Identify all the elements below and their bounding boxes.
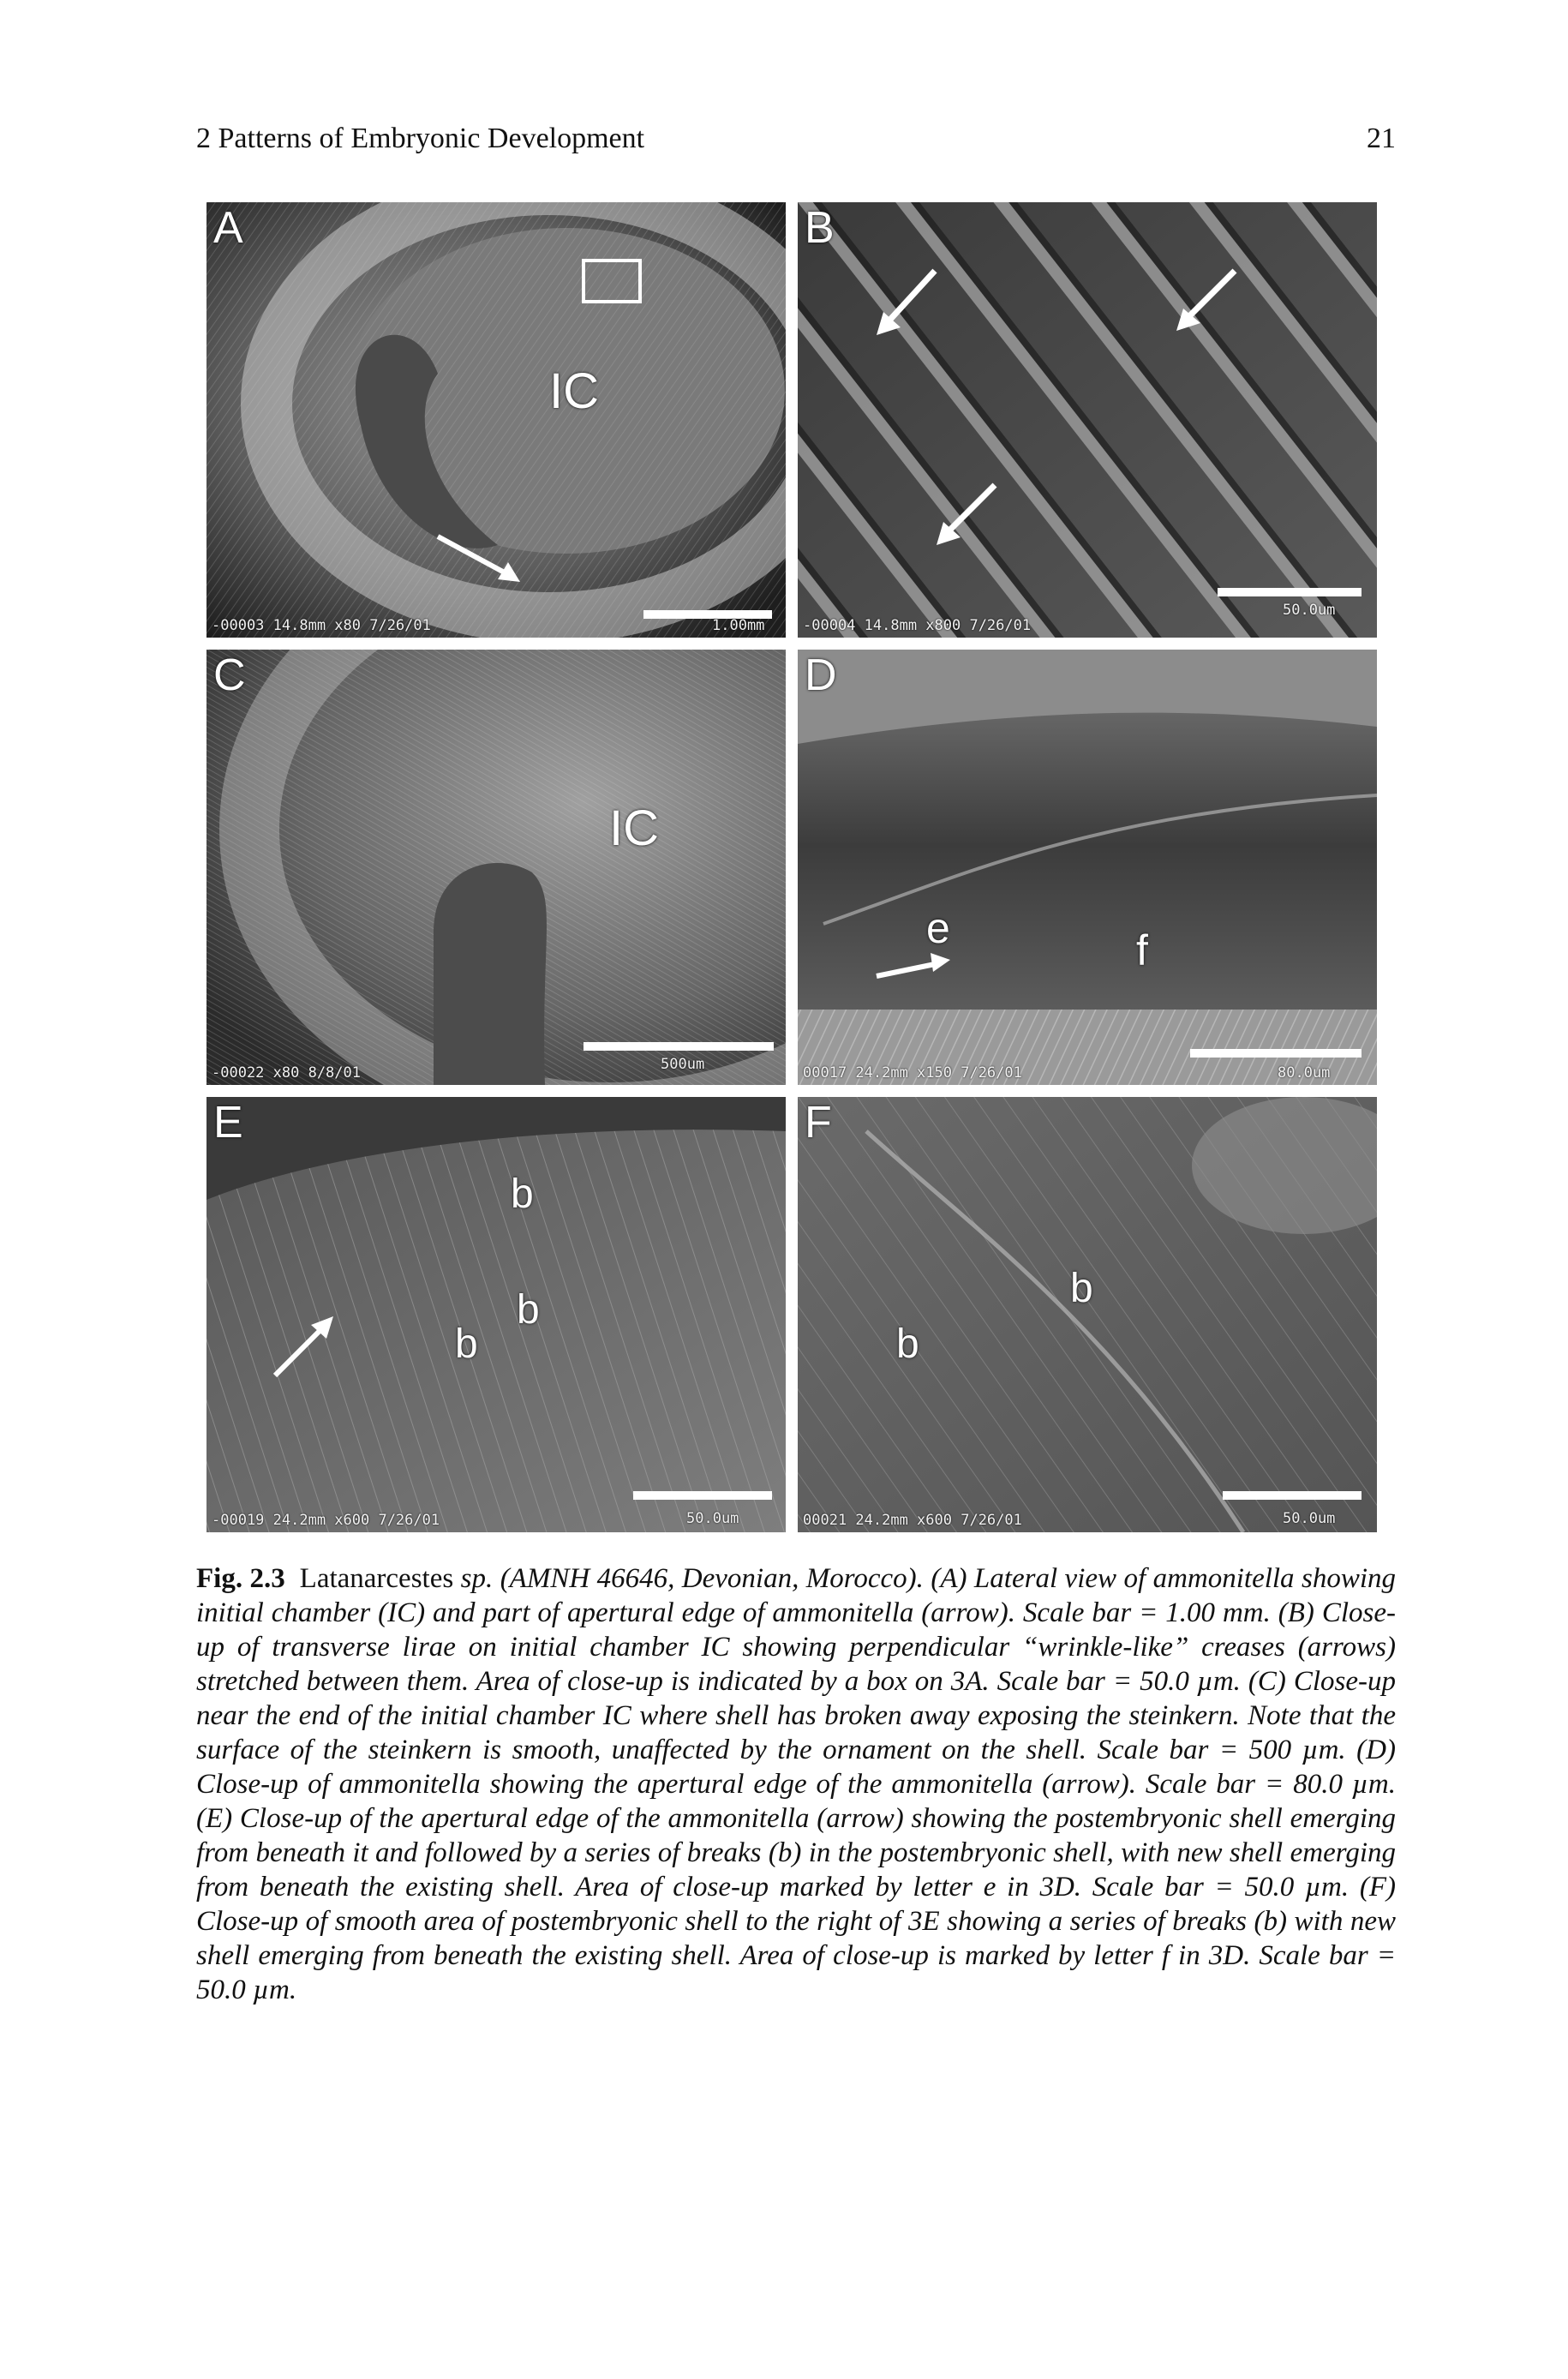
label-e: e (926, 904, 950, 952)
scale-bar-label: 50.0um (1283, 1510, 1336, 1527)
panel-label: B (805, 203, 835, 253)
panel-f (798, 1097, 1377, 1532)
panel-label: E (213, 1098, 243, 1148)
scale-bar (584, 1042, 774, 1051)
scale-bar-label: 50.0um (686, 1510, 739, 1527)
panel-b-image (798, 202, 1377, 638)
panel-f-image (798, 1097, 1377, 1532)
caption-text: sp. (AMNH 46646, Devonian, Morocco). (A) Lateral view of ammonitella showing initial chamber (IC) and part of apertural edge of ammonitella (arrow). Scale bar = 1.00 mm. (B) Close-up of transverse lirae on initial chamber IC showing perpendicular “wrinkle-like” creases (arrows) stretched between them. Area of close-up is indicated by a box on 3A. Scale bar = 50.0 µm. (C) Close-up near the end of the initial chamber IC where shell has broken away exposing the steinkern. Note that the surface of the steinkern is smooth, unaffected by the ornament on the shell. Scale bar = 500 µm. (D) Close-up of ammonitella showing the apertural edge of the ammonitella (arrow). Scale bar = 80.0 µm. (E) Close-up of the apertural edge of the ammonitella (arrow) showing the postembryonic shell emerging from beneath it and followed by a series of breaks (b) in the postembryonic shell, with new shell emerging from beneath the existing shell. Area of close-up marked by letter e in 3D. Scale bar = 50.0 µm. (F) Close-up of smooth area of postembryonic shell to the right of 3E showing a series of breaks (b) with new shell emerging from beneath the existing shell. Area of close-up is marked by letter f in 3D. Scale bar = 50.0 µm. (196, 1563, 1397, 2005)
scale-bar (1190, 1049, 1362, 1058)
scale-bar-label: 50.0um (1283, 602, 1336, 619)
label-ic: IC (609, 800, 659, 856)
label-f: f (1136, 926, 1148, 974)
scale-bar-label: 1.00mm (712, 617, 765, 634)
caption-genus: Latanarcestes (299, 1563, 454, 1594)
sem-info: -00022 x80 8/8/01 (212, 1064, 361, 1082)
figure-label: Fig. 2.3 (196, 1563, 285, 1594)
label-b: b (511, 1172, 534, 1217)
running-head-title: 2 Patterns of Embryonic Development (196, 123, 645, 154)
scale-bar (1223, 1491, 1362, 1500)
panel-e (206, 1097, 786, 1532)
page-number: 21 (1367, 123, 1396, 154)
scale-bar (1218, 588, 1362, 596)
panel-e-image (206, 1097, 786, 1532)
panel-label: F (805, 1098, 832, 1148)
label-b: b (896, 1321, 919, 1367)
figure-caption (196, 1561, 1396, 2007)
panel-label: A (213, 203, 243, 253)
scale-bar-label: 80.0um (1278, 1064, 1331, 1082)
label-ic: IC (549, 363, 599, 419)
label-b: b (455, 1321, 478, 1367)
panel-a-image (206, 202, 786, 638)
panel-d-image (798, 650, 1377, 1085)
label-b: b (517, 1287, 540, 1333)
panel-label: D (805, 650, 837, 700)
scale-bar (633, 1491, 772, 1500)
panel-c-image (206, 650, 786, 1085)
panel-a (206, 202, 786, 638)
running-head (196, 120, 1396, 158)
figure-2-3 (206, 202, 1379, 1532)
panel-c (206, 650, 786, 1085)
sem-info: 00017 24.2mm x150 7/26/01 (803, 1064, 1022, 1082)
sem-info: -00004 14.8mm x800 7/26/01 (803, 617, 1032, 634)
panel-b (798, 202, 1377, 638)
panel-d (798, 650, 1377, 1085)
label-b: b (1070, 1266, 1093, 1311)
panel-label: C (213, 650, 246, 700)
scale-bar-label: 500um (661, 1056, 705, 1073)
sem-info: -00019 24.2mm x600 7/26/01 (212, 1512, 440, 1529)
sem-info: 00021 24.2mm x600 7/26/01 (803, 1512, 1022, 1529)
sem-info: -00003 14.8mm x80 7/26/01 (212, 617, 431, 634)
